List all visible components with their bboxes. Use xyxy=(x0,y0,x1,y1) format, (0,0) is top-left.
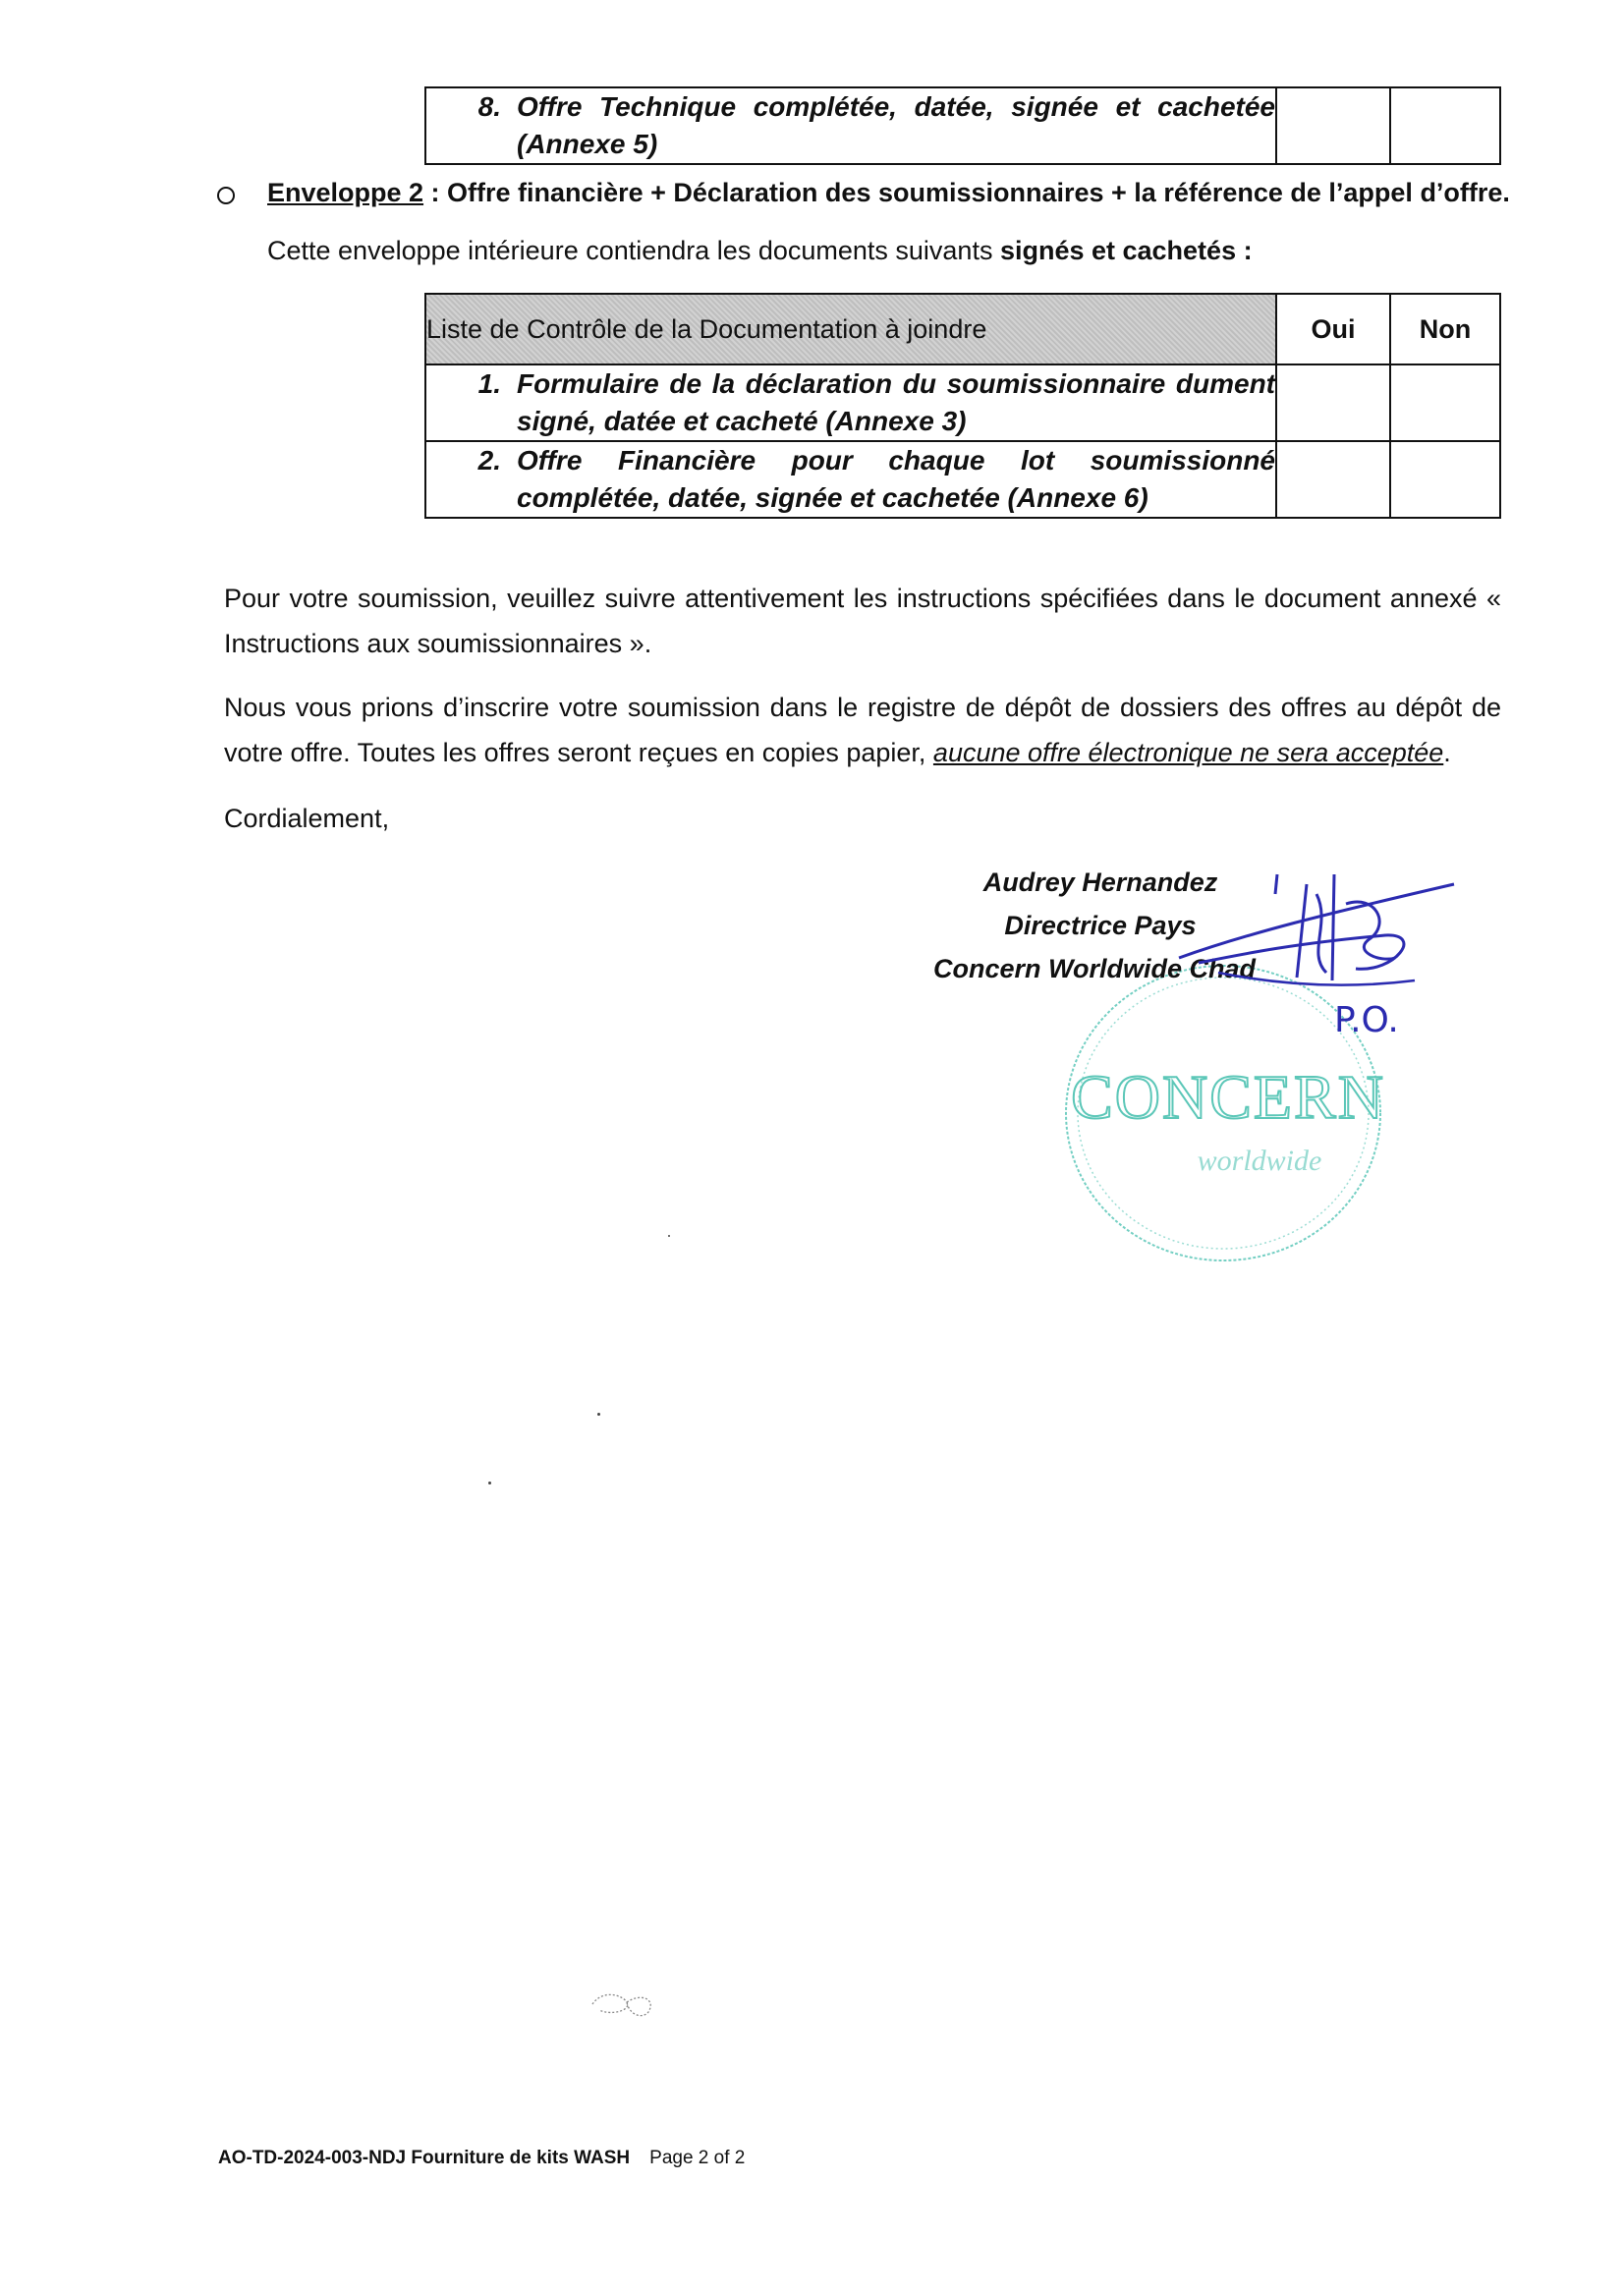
registration-text: Nous vous prions d’inscrire votre soumission dans le registre de dépôt de dossiers des offres au dépôt de votre offre. Toutes les offres seront reçues en copies papier, xyxy=(224,693,1501,767)
no-checkbox-cell[interactable] xyxy=(1390,364,1500,441)
checklist-item-2 xyxy=(425,441,1276,518)
scan-speck xyxy=(668,1235,670,1237)
checklist-item-8 xyxy=(425,87,1276,164)
no-checkbox-cell[interactable] xyxy=(1390,441,1500,518)
bullet-circle-icon xyxy=(217,187,235,204)
column-header-no: Non xyxy=(1390,294,1500,364)
page-number: Page 2 of 2 xyxy=(649,2148,746,2168)
item-text: Formulaire de la déclaration du soumissionnaire dument signé, datée et cacheté (Annexe 3) xyxy=(517,368,1275,436)
envelope2-separator: : xyxy=(423,178,448,207)
handwritten-signature xyxy=(1159,865,1474,1061)
no-electronic-offer-note: aucune offre électronique ne sera acceptée xyxy=(932,738,1444,767)
no-checkbox-cell[interactable] xyxy=(1390,87,1500,164)
per-order-mark: P.O. xyxy=(1334,1000,1399,1040)
item-text: Offre Technique complétée, datée, signée et cachetée (Annexe 5) xyxy=(517,91,1275,159)
registration-end: . xyxy=(1443,738,1451,767)
technical-offer-table xyxy=(424,86,1501,165)
documentation-checklist-table xyxy=(424,293,1501,519)
scan-speck xyxy=(597,1413,600,1416)
page-footer xyxy=(218,2148,745,2169)
checklist-header: Liste de Contrôle de la Documentation à joindre xyxy=(425,294,1276,364)
envelope2-intro xyxy=(267,228,1253,273)
signatory-name: Audrey Hernandez xyxy=(982,868,1218,897)
checklist-item-1 xyxy=(425,364,1276,441)
yes-checkbox-cell[interactable] xyxy=(1276,87,1390,164)
item-number: 8. xyxy=(477,91,501,122)
item-number: 1. xyxy=(477,368,501,399)
item-number: 2. xyxy=(477,445,501,476)
column-header-yes: Oui xyxy=(1276,294,1390,364)
stamp-text-concern: CONCERN xyxy=(1071,1062,1385,1132)
document-reference: AO-TD-2024-003-NDJ Fourniture de kits WASH xyxy=(218,2148,631,2168)
scan-speck xyxy=(488,1482,491,1484)
scan-smudge xyxy=(588,1975,666,2024)
signatory-role: Directrice Pays xyxy=(1004,911,1197,940)
item-text: Offre Financière pour chaque lot soumissionné complétée, datée, signée et cachetée (Annexe 6) xyxy=(517,445,1275,513)
envelope2-intro-bold: signés et cachetés : xyxy=(999,236,1253,265)
envelope2-heading xyxy=(267,178,1510,208)
instructions-paragraph: Pour votre soumission, veuillez suivre attentivement les instructions spécifiées dans le document annexé « Instructions aux soumissionnaires ». xyxy=(224,584,1501,658)
signatory-organization: Concern Worldwide Chad xyxy=(932,954,1257,983)
envelope2-label: Enveloppe 2 xyxy=(267,178,424,207)
yes-checkbox-cell[interactable] xyxy=(1276,364,1390,441)
registration-paragraph xyxy=(224,685,1501,775)
envelope2-intro-plain: Cette enveloppe intérieure contiendra les documents suivants xyxy=(267,236,1000,265)
yes-checkbox-cell[interactable] xyxy=(1276,441,1390,518)
stamp-text-worldwide: worldwide xyxy=(1197,1145,1322,1177)
envelope2-title: Offre financière + Déclaration des soumissionnaires + la référence de l’appel d’offre. xyxy=(447,178,1510,207)
closing-salutation: Cordialement, xyxy=(224,804,390,833)
